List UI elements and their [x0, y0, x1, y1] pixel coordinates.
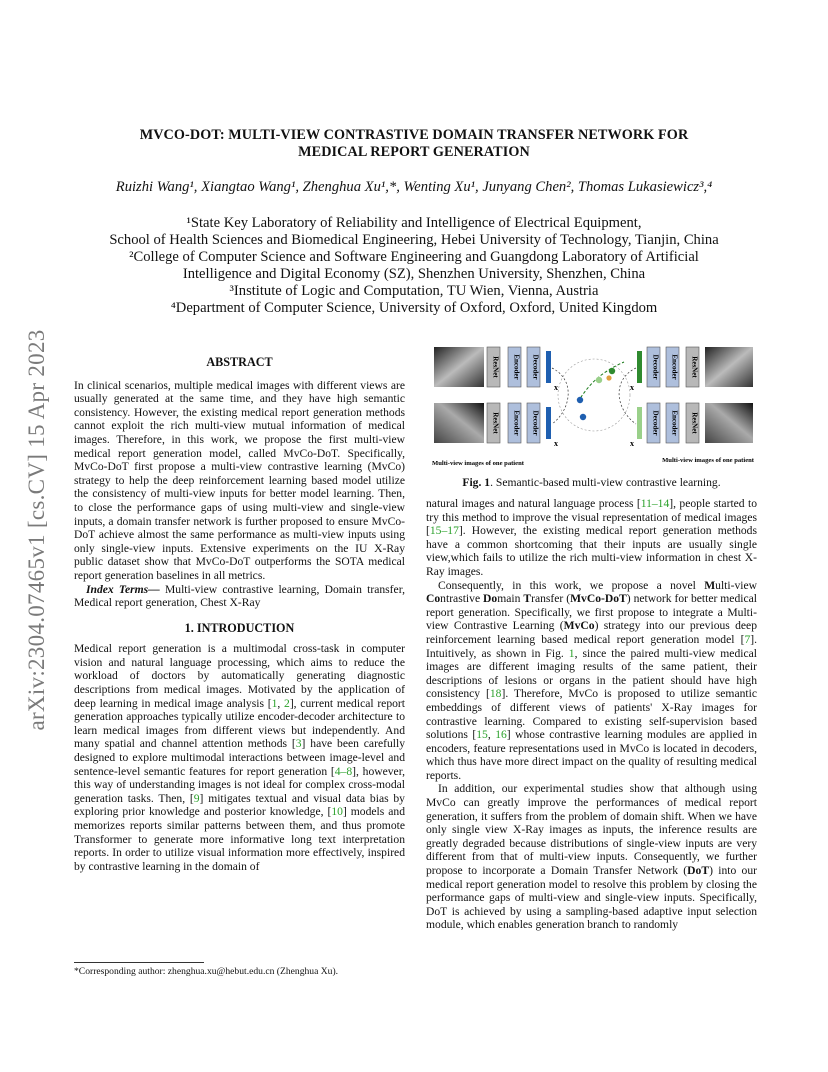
embedding-point [609, 368, 615, 374]
figure-caption-label: Fig. 1 [462, 476, 491, 489]
figure-label-left: Multi-view images of one patient [432, 460, 524, 467]
encoder-block [666, 347, 679, 443]
svg-text:Decoder: Decoder [531, 354, 540, 380]
paragraph: In addition, our experimental studies show that although using MvCo can greatly improve the performances of medical report generation, it suffers from the problem of domain shift. When we have only single view X-Ray images as inputs, the inference results are greatly degraded because distributions of single-view inputs are very different from that of multi-view inputs. Consequently, we further propose to incorporate a Domain Transfer Network (DoT) into our medical report generation model to resolve this problem by closing the performance gaps of multi-view and single-view inputs. Specifically, DoT is achieved by using a sampling-based adaptive input selection module, which enables generation branch to randomly [426, 782, 758, 932]
embedding-point [596, 377, 602, 383]
index-terms [74, 583, 405, 610]
affiliation-line: ³Institute of Logic and Computation, TU Wien, Vienna, Austria [229, 283, 599, 299]
figure-label-right: Multi-view images of one patient [662, 457, 754, 464]
paragraph: natural images and natural language process [11–14], people started to try this method to improve the visual representation of medical images [15–17]. However, the existing medical report generation methods have a common shortcoming that their inputs are usually single view,which fails to utilize the rich multi-view information in chest X-Ray images. [426, 497, 758, 578]
embedding-point [606, 375, 611, 380]
abstract-text: In clinical scenarios, multiple medical images with different views are usually generated at the same time, and they have high semantic consistency. However, the existing medical report generation methods cannot exploit the rich multi-view mutual information of medical images. Therefore, in this work, we propose the first multi-view medical report generation model, called MvCo-DoT. Specifically, MvCo-DoT first propose a multi-view contrastive learning (MvCo) strategy to help the deep reinforcement learning based model utilize the consistency of multi-view inputs for better model learning. Then, to close the performance gaps of using multi-view and single-view inputs, a domain transfer network is further proposed to ensure MvCo-DoT achieve almost the same performance as multi-view inputs using only single-view inputs. Extensive experiments on the IU X-Ray public dataset show that MvCo-DoT outperforms the SOTA medical report generation baselines in all metrics. [74, 378, 405, 582]
citation-link[interactable]: 16 [495, 728, 507, 742]
xray-lateral-image [705, 403, 753, 443]
paper-title [60, 127, 768, 160]
affiliation-line: ⁴Department of Computer Science, University of Oxford, Oxford, United Kingdom [170, 300, 658, 316]
x-symbol: x [554, 383, 558, 392]
title-line-2: MEDICAL REPORT GENERATION [298, 143, 530, 160]
affiliation-line: Intelligence and Digital Economy (SZ), Shenzhen University, Shenzhen, China [182, 266, 646, 282]
xray-frontal-image [434, 347, 484, 387]
resnet-block [686, 347, 699, 443]
affiliation-line: ²College of Computer Science and Software Engineering and Guangdong Laboratory of Artificial [129, 249, 699, 265]
feature-vector [637, 407, 642, 439]
svg-text:ResNet: ResNet [491, 356, 500, 378]
embedding-point [577, 397, 583, 403]
decoder-block [527, 347, 540, 443]
right-column [426, 497, 757, 932]
citation-link[interactable]: 10 [331, 805, 343, 819]
citation-link[interactable]: 9 [193, 791, 200, 805]
xray-frontal-image [705, 347, 753, 387]
citation-link[interactable]: 18 [489, 687, 502, 701]
x-symbol: x [554, 439, 558, 448]
svg-text:Decoder: Decoder [651, 354, 660, 380]
affiliation-line: School of Health Sciences and Biomedical Engineering, Hebei University of Technology, Tianjin, China [109, 232, 719, 248]
x-symbol: x [630, 439, 634, 448]
arxiv-side-stamp [22, 285, 52, 775]
figure-link[interactable]: 1 [568, 646, 575, 660]
citation-link[interactable]: 15–17 [429, 524, 459, 538]
svg-text:ResNet: ResNet [690, 412, 699, 434]
abstract-heading: ABSTRACT [206, 355, 273, 369]
encoder-block [508, 347, 521, 443]
paragraph: Consequently, in this work, we propose a novel Multi-view Contrastive Domain Transfer (MvCo-DoT) network for better medical report generation. Specifically, we first propose to integrate a Multi-view Contrastive Learning (MvCo) strategy into our previous deep reinforcement learning based medical report generation model [7]. Intuitively, as shown in Fig. 1, since the paired multi-view medical images are different imaging results of the same patient, their descriptions of lesions or organs in the patient should have high consistency [18]. Therefore, MvCo is proposed to utilize semantic embeddings of different views of patients' X-Ray images for contrastive learning. Compared to existing self-supervision based solutions [15, 16] whose contrastive learning modules are applied in encoders, feature representations used in MvCo is located in decoders, which thus have more direct impact on the quality of resulting medical reports. [426, 578, 757, 782]
arxiv-id-text: arXiv:2304.07465v1 [cs.CV] 15 Apr 2023 [24, 329, 49, 731]
citation-link[interactable]: 7 [744, 632, 751, 646]
figure-caption-text: . Semantic-based multi-view contrastive learning. [490, 476, 721, 489]
title-line-1: MVCO-DOT: MULTI-VIEW CONTRASTIVE DOMAIN TRANSFER NETWORK FOR [139, 127, 689, 143]
svg-text:Encoder: Encoder [670, 354, 679, 380]
svg-text:Encoder: Encoder [512, 354, 521, 380]
author-list: Ruizhi Wang¹, Xiangtao Wang¹, Zhenghua Xu¹,*, Wenting Xu¹, Junyang Chen², Thomas Lukasiewicz³,⁴ [115, 179, 713, 195]
feature-vector [546, 407, 551, 439]
resnet-block [487, 347, 500, 443]
index-terms-text: Multi-view contrastive learning, Domain transfer, Medical report generation, Chest X-Ray [74, 582, 405, 610]
svg-text:Encoder: Encoder [512, 410, 521, 436]
svg-text:ResNet: ResNet [690, 356, 699, 378]
citation-link[interactable]: 11–14 [640, 497, 670, 510]
svg-text:Encoder: Encoder [670, 410, 679, 436]
x-symbol: x [630, 383, 634, 392]
citation-link[interactable]: 2 [284, 696, 290, 710]
citation-link[interactable]: 1 [271, 696, 278, 710]
citation-link[interactable]: 15 [476, 728, 488, 742]
svg-text:Decoder: Decoder [651, 410, 660, 436]
embedding-point [580, 414, 586, 420]
left-column [74, 356, 405, 873]
feature-vector [637, 351, 642, 383]
footnote-rule [74, 962, 204, 963]
figure-diagram [426, 340, 757, 470]
xray-lateral-image [434, 403, 484, 443]
svg-text:Decoder: Decoder [531, 410, 540, 436]
affiliations [60, 215, 768, 317]
affiliation-line: ¹State Key Laboratory of Reliability and Intelligence of Electrical Equipment, [186, 215, 642, 231]
citation-link[interactable]: 3 [295, 737, 302, 751]
footnote: *Corresponding author: zhenghua.xu@hebut.edu.cn (Zhenghua Xu). [74, 966, 339, 977]
decoder-block [647, 347, 660, 443]
intro-paragraph: Medical report generation is a multimodal cross-task in computer vision and natural language processing, which aims to reduce the workload of doctors by automatically generating diagnostic descriptions from medical images. Motivated by the application of deep learning in medical image analysis [1, 2], current medical report generation approaches typically utilize encoder-decoder architecture to learn medical images from different views but independently. And many spatial and channel attention methods [3] have been carefully designed to explore multimodal interactions between image-level and sentence-level semantic features for report generation [4–8], however, this way of understanding images is not ideal for complex cross-modal generation tasks. Then, [9] mitigates textual and visual data bias by exploring prior knowledge and posterior knowledge, [10] models and memorizes reports similar patterns between them, and thus promote Transformer to generate more informative long text interpretation reports. In order to utilize visual information more effectively, inspired by contrastive learning in the domain of [74, 642, 406, 873]
intro-heading: 1. INTRODUCTION [184, 620, 295, 635]
figure-caption [426, 476, 757, 489]
feature-vector [546, 351, 551, 383]
citation-link[interactable]: 4–8 [334, 764, 353, 778]
index-terms-label: Index Terms— [86, 582, 160, 596]
svg-text:ResNet: ResNet [491, 412, 500, 434]
